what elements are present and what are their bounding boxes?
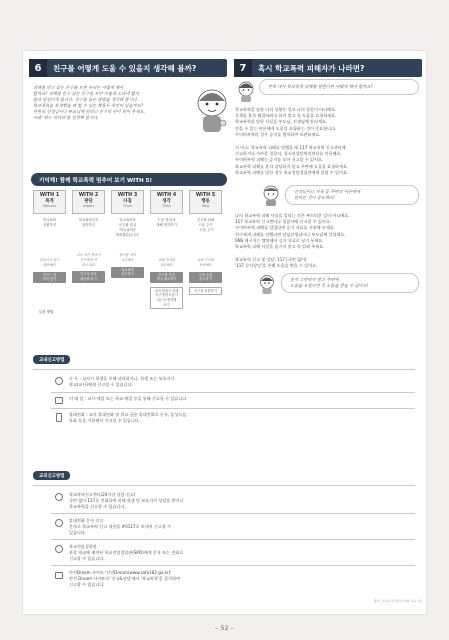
note-line: 응원해요 (199, 262, 212, 267)
email-icon (55, 397, 63, 404)
with-step-action (33, 272, 66, 283)
divider (33, 369, 415, 370)
method-line: 학교폭력신고센터(24시간 상담·신고) (69, 492, 136, 497)
act-line: 모르는 척 (42, 272, 57, 277)
with-step-english: Witness (43, 204, 56, 208)
method-line: 이 메 일 : 교사 메일 또는 학교 메일 등을 통해 신고할 수 있습니다. (69, 396, 188, 401)
p3-line: SNS 메시지는 캡처해서 증거 자료로 남겨 두세요. (235, 237, 324, 243)
with-step-box (33, 190, 66, 214)
with-step-keyword: 행동 (201, 199, 210, 204)
with-step-action-secondary (189, 287, 222, 296)
intro-line: 주변의 선생님이나 부모님께 알리고 친구의 편이 되어 주세요. (33, 109, 145, 114)
section-6-header (29, 59, 227, 77)
act-line: 보기 (163, 302, 170, 307)
with-step-note (72, 253, 105, 267)
p2-line: 사이버폭력 피해는 증거를 모아 신고할 수 있어요. (235, 157, 324, 163)
desc-line: 대해 생각하기 (156, 223, 177, 227)
act-line: 친구의 마음 (80, 272, 97, 277)
divider (51, 513, 415, 514)
method-line: 학교폭력을 신고할 수 있습니다. (69, 504, 126, 510)
with-step-desc (72, 218, 105, 228)
desc-line: 학교폭력을 (119, 218, 136, 222)
mobile-phone-icon (56, 413, 62, 422)
with-step-keyword: 생각 (162, 199, 171, 204)
with-step-keyword: 다짐 (123, 199, 132, 204)
method-line: 신고할 수 있습니다. (69, 582, 105, 588)
method-line: 국번 없이 117로 전화하여 피해 학생 및 보호자가 상담을 받거나 (69, 498, 184, 504)
message-icon (55, 519, 63, 527)
with-step-number: WITH 2 (78, 193, 99, 198)
method-line: 구 두 : 교사가 학생을 통해 파악하거나, 학생 또는 보호자가 (69, 376, 175, 381)
document-page (22, 50, 427, 615)
with-step-desc (111, 218, 144, 238)
p4-line: '117 문자상담'을 통해 도움을 받을 수 있어요. (235, 263, 318, 269)
divider (51, 392, 415, 393)
desc-line: 친구를 위해 (196, 218, 215, 222)
act-line: 하지 않기 (42, 277, 57, 282)
with-step-desc (33, 218, 66, 228)
boy-illustration (260, 183, 282, 207)
girl-illustration (235, 79, 257, 103)
p3-line: 나의 학교폭력 피해 사실을 알리는 것은 부끄러운 일이 아니에요. (235, 213, 350, 218)
with-step-number: WITH 5 (195, 193, 216, 198)
desc-line: 도움 주기 (198, 223, 213, 227)
note-line: 나의 작은 행동이 (76, 253, 101, 257)
with-step-3 (111, 190, 144, 278)
bubble-line: 도움을 요청하면 꼭 도움을 받을 수 있어요! (290, 283, 369, 288)
with-step-box (72, 190, 105, 214)
outside-school-report-label: 교외신고방법 (33, 471, 70, 480)
bubble-2-text (294, 189, 416, 201)
with-step-english: Help (201, 204, 210, 208)
act-line: 신고하기 (199, 277, 212, 282)
intro-line: 아래 '위드 파이브'를 실천해 봅시다. (33, 115, 99, 120)
p2-line: 신고하거나 가까운 경찰서, 청소년상담복지센터를 이용해요. (235, 151, 342, 157)
p2-line: 학교폭력 피해를 당한 경우 학교전담경찰관에게 알릴 수 있어요. (235, 169, 349, 175)
intro-line: 할까요? 피해를 받고 있는 친구를 보면 어떻게 도와야 할지 (33, 91, 139, 96)
in-school-method-2 (69, 396, 409, 402)
method-line: 관할 학교에 배치된 학교전담경찰관(SPO)에게 문자 또는 전화로 (69, 550, 184, 556)
divider (33, 485, 415, 486)
outside-method-1 (69, 492, 409, 511)
method-line: 휴대전화 : 교사 휴대전화 및 학교 공용 휴대전화로 문자, 음성녹음, (69, 412, 188, 417)
desc-line: 학교폭력 (42, 218, 57, 222)
with-step-action (72, 271, 105, 282)
with-step-1 (33, 190, 66, 283)
section-7-paragraph-1 (235, 107, 421, 138)
divider (51, 565, 415, 566)
police-icon (55, 545, 63, 553)
section-6-number: 6 (29, 59, 47, 77)
p1-line: 문제를 혼자 해결하려고 하지 말고 꼭 도움을 요청하세요. (235, 113, 337, 119)
in-school-method-3 (69, 412, 409, 424)
note-line: 친구에게 큰 (80, 257, 97, 262)
with-step-note (111, 253, 144, 263)
intro-line: 몰라 망설이게 됩니다. 친구를 돕는 방법을 생각해 봅시다. (33, 97, 139, 102)
method-line: 통화 등을 이용해서 신고할 수 있습니다. (69, 418, 141, 424)
with-step-5 (189, 190, 222, 295)
with-step-action (189, 272, 222, 283)
with-step-keyword: 판단 (84, 199, 93, 204)
with5-chart (31, 190, 227, 340)
act-line: 학교폭력 (121, 267, 134, 272)
with5-side-label: 실천 방법 (38, 310, 54, 314)
note-line: 위로해요 (160, 262, 173, 267)
bubble-3-text (290, 277, 416, 289)
with-step-number: WITH 4 (156, 193, 177, 198)
bubble-line: 선생님이나 가족 등 주변의 어른에게 (294, 189, 361, 194)
desc-line: 상황목격 (42, 223, 57, 227)
act-line: 신고하기 (121, 272, 134, 277)
note-line: 행동해요 (43, 262, 56, 267)
section-6-title: 친구를 어떻게 도울 수 있을지 생각해 볼까? (53, 63, 197, 73)
act-line: 도움 요청 (198, 272, 213, 277)
section-7-header (234, 59, 422, 77)
speech-bubble-1 (259, 79, 419, 95)
phone-icon (55, 493, 63, 501)
desc-line: 학교폭력인지 (78, 218, 99, 222)
outside-method-4 (69, 570, 409, 589)
desc-line: 신고할 결심 (118, 223, 137, 227)
method-line: 학교(교사)에게 신고할 수 있습니다. (69, 382, 133, 388)
p4-line: 학교폭력 신고 및 상담: 117 (국번 없이) (235, 257, 307, 262)
outside-method-2 (69, 518, 409, 537)
student-illustration (257, 273, 277, 295)
p3-line: 117 학교폭력 신고센터나 경찰서에 신고할 수 있어요. (235, 219, 332, 225)
note-line: 다짐해요 (121, 257, 134, 262)
section-7-paragraph-4 (235, 257, 421, 269)
with-step-note (189, 258, 222, 268)
with-step-note (33, 258, 66, 268)
method-line: 학교전담경찰관 (69, 544, 97, 549)
method-line: 안전 Dream 사이트의 '신고&상담'에서 '학교폭력'을 클릭하여 (69, 576, 181, 582)
note-line: 힘이 돼요 (81, 262, 96, 267)
method-line: 문자로 학교폭력 신고 내용을 #0117로 보내서 신고할 수 (69, 524, 172, 530)
act-line: 헤아려 보기 (80, 276, 97, 281)
bubble-line: 알리는 것이 중요해요! (294, 195, 335, 200)
with-step-english: Think (161, 204, 172, 208)
with-step-box (111, 190, 144, 214)
with-step-number: WITH 1 (39, 193, 60, 198)
with-step-desc (189, 218, 222, 233)
with-step-box (189, 190, 222, 214)
method-line: 신고할 수 있습니다. (69, 556, 105, 562)
divider (51, 539, 415, 540)
section-7-paragraph-2 (235, 145, 421, 176)
method-line: 휴대전화 문자 신고 (69, 518, 104, 523)
with-step-english: Think (122, 204, 133, 208)
p2-line: 지 이스: 학교폭력 피해를 당했을 때 117 학교폭력 신고센터에 (235, 145, 346, 150)
speech-icon (55, 377, 63, 385)
act-line: 친구를 응원하기 (194, 288, 217, 293)
with-step-keyword: 목격 (45, 199, 54, 204)
with-step-4 (150, 190, 183, 309)
note-line: 용기를 내어 (119, 253, 136, 257)
note-line: 망설이지 말고 (39, 258, 60, 262)
act-line: 친구를 지지 (158, 272, 175, 277)
mascot-illustration (193, 83, 231, 135)
footnote: 출처: 교육부 학교폭력 예방 교육 자료 (373, 599, 423, 603)
speech-bubble-3 (281, 273, 419, 293)
method-line: 안전Dream 사이트 '안전Dream(www.safe182.go.kr)' (69, 570, 172, 575)
in-school-method-1 (69, 376, 409, 388)
act-line: 친구에게 도움이 (155, 293, 178, 298)
p3-line: 학교폭력 피해 사실을 숨기지 말고 꼭 알려 주세요. (235, 244, 325, 250)
desc-line: '학교폭력은 (118, 228, 137, 232)
desc-line: 판단하기 (81, 223, 96, 227)
p1-line: 사이버폭력의 경우 증거를 캡처하여 보관하세요. (235, 131, 321, 137)
bubble-1-text: 만약 내가 학교폭력 피해를 당한다면 어떻게 해야 할까요? (268, 84, 373, 89)
p1-line: 학교폭력을 당한 사실을 부모님, 선생님께 알리세요. (235, 119, 328, 125)
page-number: – 52 – (215, 624, 234, 632)
desc-line: 범죄행위입니다' (115, 233, 140, 237)
with-step-action (111, 267, 144, 278)
bubble-line: 혼자 고민하지 말고 주변에 (290, 277, 339, 282)
p3-line: 사이버폭력 피해를 입었다면 증거 자료를 저장해 두세요. (235, 225, 336, 231)
act-line: 나의 대처가 피해 (154, 288, 179, 293)
with-step-english: Impact (82, 204, 95, 208)
section-7-paragraph-3 (235, 213, 421, 250)
section-6-intro (33, 85, 193, 121)
intro-line: 피해를 받고 있는 친구를 보면 우리는 어떻게 해야 (33, 85, 124, 90)
p1-line: 믿을 수 있는 어른에게 도움을 요청하는 것이 중요합니다. (235, 125, 337, 131)
divider (51, 408, 415, 409)
outside-method-3 (69, 544, 409, 563)
desc-line: 도울 방법에 (157, 218, 176, 222)
note-line: 피해 친구를 (197, 258, 214, 262)
intro-line: 학교폭력을 목격했을 때 할 수 있는 행동은 무엇이 있을까요? (33, 103, 143, 108)
with5-banner: 기억해! 함께 학교폭력 멈추어 보기 WITH 5! (31, 173, 227, 186)
p1-line: 학교폭력을 당한 나의 상황은 결코 나의 잘못이 아니에요. (235, 107, 337, 112)
section-7-title: 혹시 학교폭력 피해자가 나라면? (258, 63, 365, 73)
p2-line: 학교폭력 피해를 혼자 감당하지 말고 주변에 도움을 요청하세요. (235, 163, 349, 169)
speech-bubble-2 (285, 185, 419, 205)
in-school-report-label: 교내신고방법 (33, 355, 70, 364)
section-7-number: 7 (234, 59, 252, 77)
with-step-note (150, 258, 183, 268)
with-step-2 (72, 190, 105, 283)
with-step-box (150, 190, 183, 214)
with-step-desc (150, 218, 183, 228)
act-line: 되는지 생각해 (156, 297, 177, 302)
p3-line: 친구에게 피해를 당했다면 담임선생님이나 부모님께 알리세요. (235, 231, 346, 237)
act-line: 하고 위로하기 (156, 277, 177, 282)
desc-line: · 도움 주기 (197, 228, 214, 232)
with-step-action-secondary (150, 287, 183, 309)
with-step-action (150, 272, 183, 283)
note-line: 피해 친구를 (158, 258, 175, 262)
website-icon (55, 572, 63, 579)
method-line: 있습니다. (69, 530, 87, 536)
with-step-number: WITH 3 (117, 193, 138, 198)
